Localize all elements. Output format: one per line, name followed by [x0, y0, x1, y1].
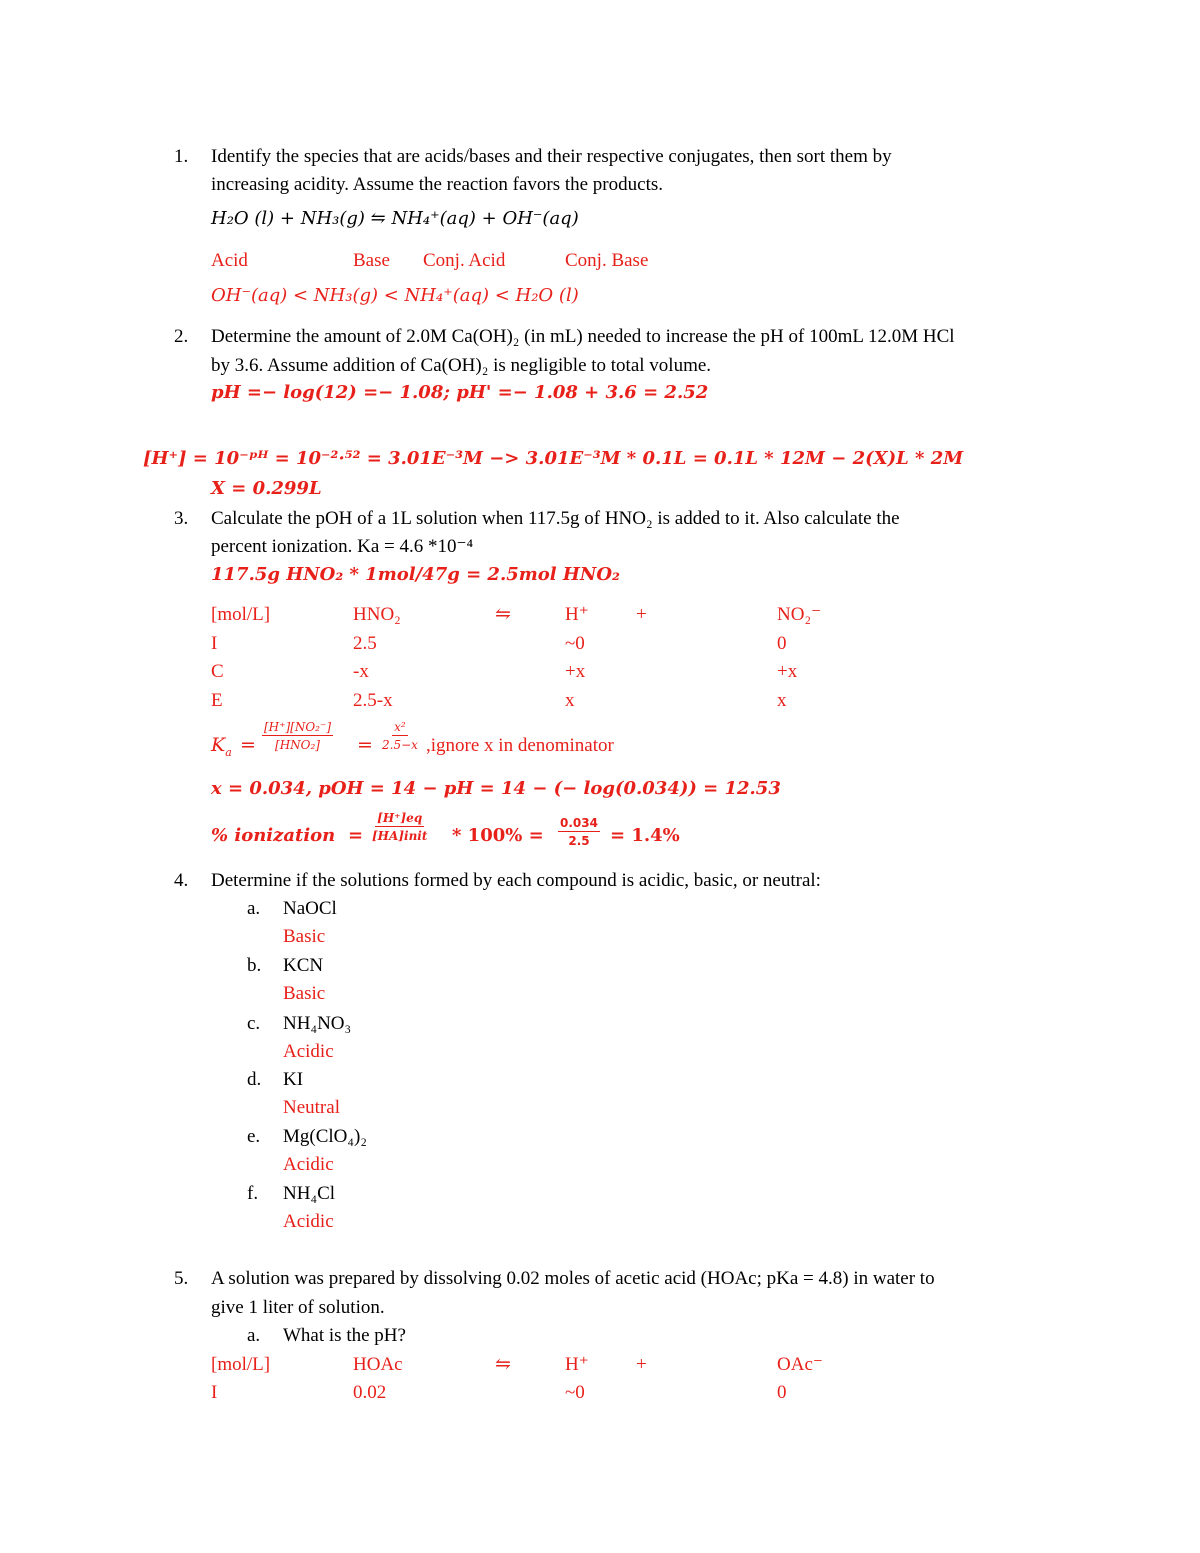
- q3-ice-row-e-base: x: [777, 690, 787, 711]
- q3-mass-conversion: 117.5g HNO₂ * 1mol/47g = 2.5mol HNO₂: [211, 564, 620, 585]
- q3-ice-header-eq: ⇋: [495, 604, 511, 625]
- q3-ice-header-base: NO₂⁻: [777, 604, 822, 625]
- q3-ice-row-i-h: ~0: [565, 633, 585, 654]
- q3-number: 3.: [174, 508, 189, 529]
- q3-ka-equals-2: =: [357, 734, 373, 756]
- q1-label-conj-acid: Conj. Acid: [423, 250, 506, 271]
- q5-number: 5.: [174, 1268, 189, 1289]
- q4-item-c-letter: c.: [247, 1013, 261, 1034]
- q3-ice-header-h: H⁺: [565, 604, 589, 625]
- q2-answer-hplus: [H⁺] = 10⁻ᵖᴴ = 10⁻²·⁵² = 3.01E⁻³M −> 3.01E⁻³M * 0.1L = 0.1L * 12M − 2(X)L * 2M: [143, 448, 964, 469]
- q2-answer-x: X = 0.299L: [211, 478, 322, 499]
- q5-ice-row-i-base: 0: [777, 1382, 787, 1403]
- q3-ka-symbol: $K_a$: [211, 734, 232, 759]
- q5-text-line1: A solution was prepared by dissolving 0.02 moles of acetic acid (HOAc; pKa = 4.8) in water to: [211, 1268, 935, 1289]
- q2-answer-ph: pH =− log(12) =− 1.08; pH' =− 1.08 + 3.6 = 2.52: [211, 382, 709, 403]
- q3-x-poh-line: x = 0.034, pOH = 14 − pH = 14 − (− log(0.034)) = 12.53: [211, 778, 781, 799]
- q5-ice-header-acid: HOAc: [353, 1354, 403, 1375]
- q1-label-acid: Acid: [211, 250, 248, 271]
- q4-item-a-answer: Basic: [283, 926, 326, 947]
- q3-ice-row-i-base: 0: [777, 633, 787, 654]
- q3-ice-row-c-h: +x: [565, 661, 586, 682]
- q5-ice-header-unit: [mol/L]: [211, 1354, 271, 1375]
- q3-ice-header-plus: +: [636, 604, 647, 625]
- q3-ka-equals: =: [240, 734, 256, 756]
- q4-item-a-letter: a.: [247, 898, 261, 919]
- q4-item-a-compound: NaOCl: [283, 898, 337, 919]
- q1-text-line1: Identify the species that are acids/bases and their respective conjugates, then sort them by: [211, 146, 892, 167]
- q1-label-conj-base: Conj. Base: [565, 250, 649, 271]
- q2-text-line2: by 3.6. Assume addition of Ca(OH)₂ is negligible to total volume.: [211, 355, 712, 376]
- q4-item-b-letter: b.: [247, 955, 262, 976]
- q3-ice-row-e-label: E: [211, 690, 223, 711]
- q2-text-line1: Determine the amount of 2.0M Ca(OH)₂ (in mL) needed to increase the pH of 100mL 12.0M HCl: [211, 326, 955, 347]
- q1-label-base: Base: [353, 250, 390, 271]
- q5-sub-a-question: What is the pH?: [283, 1325, 406, 1346]
- q3-ka-fraction-2: $\frac{\text{x²}}{2.5-x}$: [382, 720, 418, 752]
- q4-item-c-answer: Acidic: [283, 1041, 334, 1062]
- q4-item-d-compound: KI: [283, 1069, 304, 1090]
- q4-item-f-answer: Acidic: [283, 1211, 334, 1232]
- q3-ionization-fraction-2: $\frac{0.034}{2.5}$: [560, 816, 598, 848]
- q2-number: 2.: [174, 326, 189, 347]
- q3-ice-row-c-acid: -x: [353, 661, 369, 682]
- q5-ice-row-i-acid: 0.02: [353, 1382, 387, 1403]
- q3-ice-row-c-label: C: [211, 661, 224, 682]
- q3-ka-fraction: [H⁺][NO₂⁻] [HNO₂]: [264, 720, 332, 752]
- q3-ice-header-unit: [mol/L]: [211, 604, 271, 625]
- q4-item-b-compound: KCN: [283, 955, 324, 976]
- q3-ice-header-acid: HNO₂: [353, 604, 401, 625]
- q4-number: 4.: [174, 870, 189, 891]
- q1-text-line2: increasing acidity. Assume the reaction favors the products.: [211, 174, 663, 195]
- q4-item-d-answer: Neutral: [283, 1097, 340, 1118]
- q5-ice-header-base: OAc⁻: [777, 1354, 823, 1375]
- q4-item-f-compound: NH₄Cl: [283, 1183, 336, 1204]
- q3-ice-row-e-acid: 2.5-x: [353, 690, 393, 711]
- q1-equation: H₂O (l) + NH₃(g) ⇋ NH₄⁺(aq) + OH⁻(aq): [211, 208, 579, 229]
- q3-ice-row-c-base: +x: [777, 661, 798, 682]
- q3-ka-note: ,ignore x in denominator: [426, 735, 614, 756]
- q4-item-e-letter: e.: [247, 1126, 261, 1147]
- q3-ionization-fraction: [H⁺]eq [HA]init: [372, 811, 428, 843]
- q5-ice-row-i-h: ~0: [565, 1382, 585, 1403]
- q5-ice-header-h: H⁺: [565, 1354, 589, 1375]
- q4-item-b-answer: Basic: [283, 983, 326, 1004]
- q5-ice-header-eq: ⇋: [495, 1354, 511, 1375]
- q4-item-f-letter: f.: [247, 1183, 259, 1204]
- q1-acidity-order: OH⁻(aq) < NH₃(g) < NH₄⁺(aq) < H₂O (l): [211, 285, 579, 306]
- q3-ionization-equals: =: [348, 825, 364, 846]
- q5-ice-row-i-label: I: [211, 1382, 218, 1403]
- q4-item-d-letter: d.: [247, 1069, 262, 1090]
- q5-text-line2: give 1 liter of solution.: [211, 1297, 385, 1318]
- q3-text-line2: percent ionization. Ka = 4.6 *10⁻⁴: [211, 536, 474, 557]
- q3-ice-row-i-acid: 2.5: [353, 633, 377, 654]
- q3-text-line1: Calculate the pOH of a 1L solution when 117.5g of HNO₂ is added to it. Also calculate the: [211, 508, 900, 529]
- q4-text-line1: Determine if the solutions formed by each compound is acidic, basic, or neutral:: [211, 870, 821, 891]
- q3-ice-row-i-label: I: [211, 633, 218, 654]
- q4-item-c-compound: NH₄NO₃: [283, 1013, 352, 1034]
- q5-sub-a-letter: a.: [247, 1325, 261, 1346]
- q3-ionization-label: % ionization: [211, 825, 336, 846]
- q5-ice-header-plus: +: [636, 1354, 647, 1375]
- q4-item-e-compound: Mg(ClO₄)₂: [283, 1126, 367, 1147]
- q1-number: 1.: [174, 146, 189, 167]
- q3-ice-row-e-h: x: [565, 690, 575, 711]
- q3-ionization-mid: * 100% =: [452, 825, 544, 846]
- q3-ionization-result: = 1.4%: [610, 825, 680, 846]
- q4-item-e-answer: Acidic: [283, 1154, 334, 1175]
